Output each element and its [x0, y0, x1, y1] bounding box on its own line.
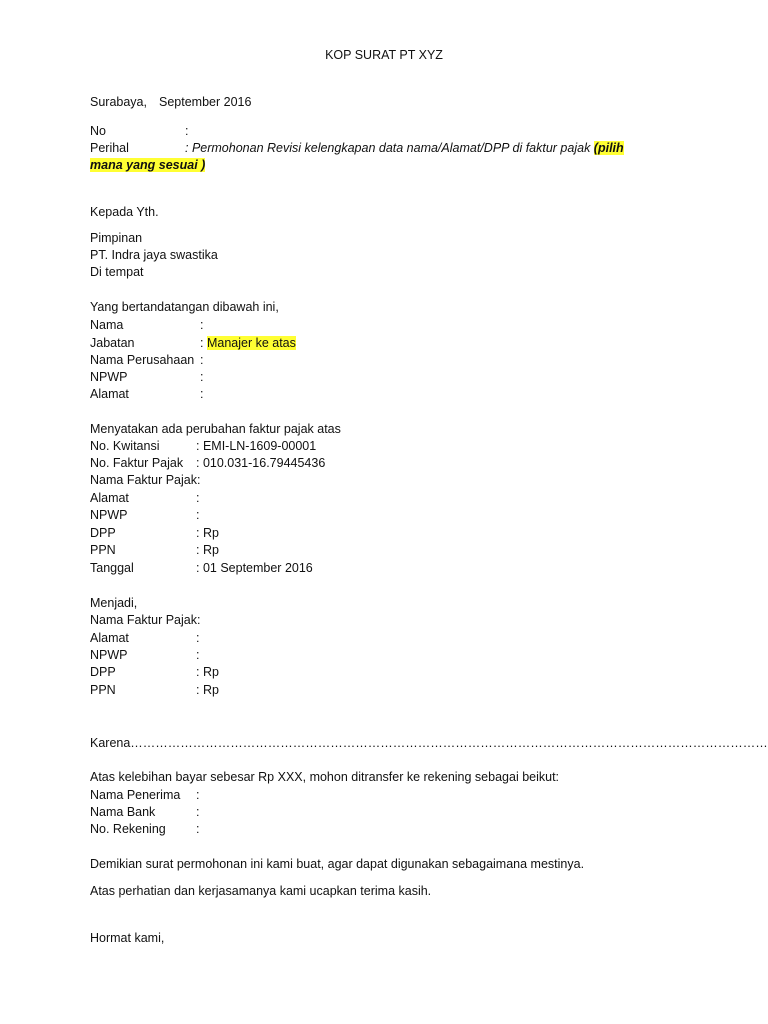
- becomes-field-label: Nama Faktur Pajak:: [90, 613, 201, 627]
- recipient-line-1: Pimpinan: [90, 231, 143, 245]
- signer-field-label: Nama Perusahaan: [90, 353, 195, 367]
- perihal-label: Perihal: [90, 141, 129, 155]
- perihal-note-line: [90, 157, 205, 173]
- becomes-field-label: NPWP: [90, 648, 128, 662]
- recipient-line-3: Di tempat: [90, 265, 144, 279]
- signer-field-value: :: [200, 370, 204, 384]
- change-field-label: NPWP: [90, 508, 128, 522]
- change-field-value: : 010.031-16.79445436: [196, 456, 326, 470]
- recipient-line-2: PT. Indra jaya swastika: [90, 248, 218, 262]
- recipient-greeting: Kepada Yth.: [90, 205, 159, 219]
- change-field-label: Nama Faktur Pajak:: [90, 473, 201, 487]
- becomes-field-value: : Rp: [196, 665, 219, 679]
- signer-field-value: :: [200, 353, 204, 367]
- closing-line-2: Atas perhatian dan kerjasamanya kami ucapkan terima kasih.: [90, 884, 432, 898]
- becomes-field-value: :: [196, 631, 200, 645]
- closing-line-1: Demikian surat permohonan ini kami buat, agar dapat digunakan sebagaimana mestinya.: [90, 857, 585, 871]
- no-value: :: [185, 124, 189, 138]
- signer-field-value: :: [200, 336, 207, 350]
- becomes-field-value: :: [196, 648, 200, 662]
- signer-jabatan-value: [200, 335, 296, 351]
- change-field-value: : Rp: [196, 526, 219, 540]
- change-field-label: Alamat: [90, 491, 129, 505]
- letterhead-title: KOP SURAT PT XYZ: [325, 48, 443, 62]
- becomes-intro: Menjadi,: [90, 596, 138, 610]
- no-label: No: [90, 124, 106, 138]
- transfer-field-label: Nama Penerima: [90, 788, 181, 802]
- place-date: September 2016: [159, 95, 252, 109]
- transfer-field-label: Nama Bank: [90, 805, 156, 819]
- becomes-field-value: : Rp: [196, 683, 219, 697]
- change-field-label: No. Kwitansi: [90, 439, 160, 453]
- perihal-value: : Permohonan Revisi kelengkapan data nama/Alamat/DPP di faktur pajak: [185, 141, 594, 155]
- becomes-field-label: PPN: [90, 683, 116, 697]
- change-field-label: DPP: [90, 526, 116, 540]
- transfer-intro: Atas kelebihan bayar sebesar Rp XXX, mohon ditransfer ke rekening sebagai beikut:: [90, 770, 560, 784]
- jabatan-highlight: Manajer ke atas: [206, 336, 296, 350]
- change-field-label: Tanggal: [90, 561, 134, 575]
- perihal-note-first: (pilih: [593, 141, 624, 155]
- signer-field-label: NPWP: [90, 370, 128, 384]
- change-field-label: No. Faktur Pajak: [90, 456, 184, 470]
- change-field-value: :: [196, 491, 200, 505]
- closing-signoff: Hormat kami,: [90, 931, 165, 945]
- signer-field-label: Alamat: [90, 387, 129, 401]
- change-field-value: : Rp: [196, 543, 219, 557]
- change-field-value: : 01 September 2016: [196, 561, 313, 575]
- transfer-field-value: :: [196, 805, 200, 819]
- signer-field-label: Jabatan: [90, 336, 135, 350]
- becomes-field-label: DPP: [90, 665, 116, 679]
- signer-field-label: Nama: [90, 318, 124, 332]
- perihal-note-second: mana yang sesuai ): [90, 158, 206, 172]
- signer-field-value: :: [200, 318, 204, 332]
- change-intro: Menyatakan ada perubahan faktur pajak atas: [90, 422, 341, 436]
- transfer-field-label: No. Rekening: [90, 822, 166, 836]
- change-field-value: :: [196, 508, 200, 522]
- signer-intro: Yang bertandatangan dibawah ini,: [90, 300, 279, 314]
- transfer-field-value: :: [196, 788, 200, 802]
- becomes-field-label: Alamat: [90, 631, 129, 645]
- place-city: Surabaya,: [90, 95, 147, 109]
- perihal-line: [185, 140, 624, 156]
- change-field-value: : EMI-LN-1609-00001: [196, 439, 317, 453]
- signer-field-value: :: [200, 387, 204, 401]
- reason-line: Karena………………………………………………………………………………………………………………………………………: [90, 736, 768, 750]
- change-field-label: PPN: [90, 543, 116, 557]
- transfer-field-value: :: [196, 822, 200, 836]
